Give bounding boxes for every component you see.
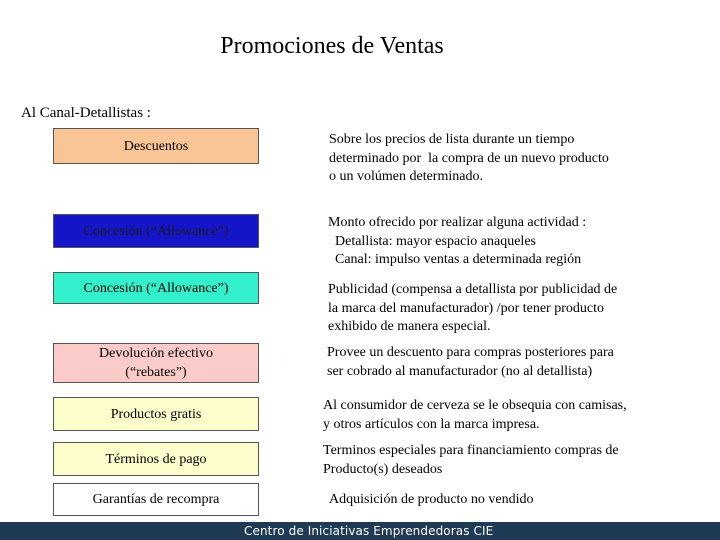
promotion-description bbox=[328, 214, 586, 270]
promotion-description bbox=[329, 131, 609, 187]
description-line: Terminos especiales para financiamiento compras de bbox=[323, 443, 619, 458]
promotion-description bbox=[329, 491, 534, 510]
promotion-type-label: Productos gratis bbox=[110, 406, 202, 422]
description-line: Al consumidor de cerveza se le obsequia con camisas, bbox=[323, 398, 627, 413]
promotion-description bbox=[327, 344, 614, 381]
footer-bar bbox=[0, 522, 720, 540]
description-line: Monto ofrecido por realizar alguna actividad : bbox=[328, 215, 587, 230]
description-line: o un volúmen determinado. bbox=[329, 169, 483, 184]
description-line: Detallista: mayor espacio anaqueles bbox=[328, 233, 536, 249]
promotion-type-box bbox=[53, 397, 259, 431]
description-line: Provee un descuento para compras posteriores para bbox=[327, 345, 614, 360]
description-line: y otros artículos con la marca impresa. bbox=[323, 416, 540, 432]
promotion-type-box bbox=[53, 272, 259, 304]
description-line: Canal: impulso ventas a determinada región bbox=[328, 252, 582, 267]
promotion-description bbox=[323, 397, 627, 434]
promotion-type-label: Garantías de recompra bbox=[92, 492, 220, 507]
description-line: exhibido de manera especial. bbox=[328, 319, 491, 334]
promotion-description bbox=[323, 442, 619, 479]
description-line: determinado por la compra de un nuevo producto bbox=[329, 150, 609, 166]
promotion-type-box bbox=[53, 343, 259, 383]
description-line: Publicidad (compensa a detallista por publicidad de bbox=[328, 282, 618, 297]
footer-text: Centro de Iniciativas Emprendedoras CIE bbox=[244, 524, 494, 538]
promotion-type-label: Concesión (“Allowance”) bbox=[83, 280, 229, 296]
slide-title: Promociones de Ventas bbox=[220, 33, 444, 59]
promotion-type-label: Términos de pago bbox=[105, 451, 207, 467]
promotion-type-label: Concesión (“Allowance”) bbox=[83, 223, 229, 239]
promotion-type-box bbox=[53, 442, 259, 476]
description-line: Adquisición de producto no vendido bbox=[329, 492, 534, 507]
promotion-description bbox=[328, 281, 617, 337]
promotion-type-label: Descuentos bbox=[123, 138, 189, 154]
description-line: la marca del manufacturador) /por tener producto bbox=[328, 300, 604, 316]
promotion-type-box bbox=[53, 128, 259, 164]
promotion-type-label: Devolución efectivo (“rebates”) bbox=[99, 346, 213, 380]
description-line: ser cobrado al manufacturador (no al detallista) bbox=[327, 363, 593, 379]
promotion-type-box bbox=[53, 483, 259, 516]
slide-subtitle: Al Canal-Detallistas : bbox=[21, 105, 151, 121]
description-line: Producto(s) deseados bbox=[323, 461, 443, 477]
description-line: Sobre los precios de lista durante un tiempo bbox=[329, 132, 575, 147]
promotion-type-box bbox=[53, 214, 259, 248]
